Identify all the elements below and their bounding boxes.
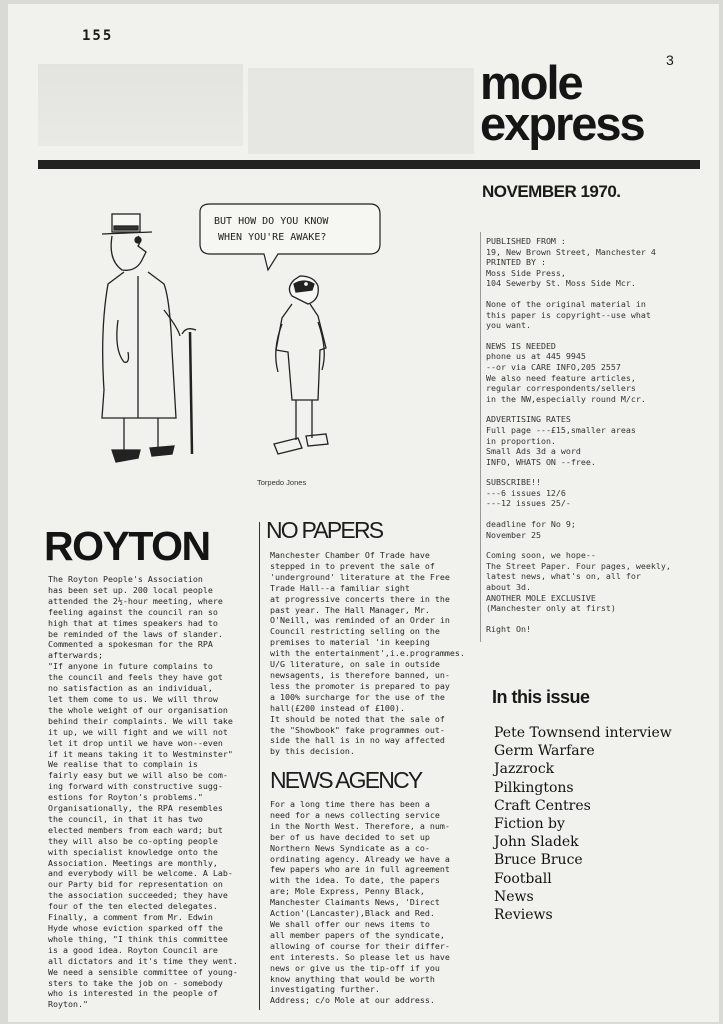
text-line: this paper is copyright--use what: [486, 309, 651, 320]
text-line: know anything that would be worth: [270, 973, 435, 984]
text-line: Full page ---£15,smaller areas: [486, 424, 636, 435]
text-line: less the promoter is prepared to pay: [270, 680, 450, 691]
in-this-issue-list: [494, 724, 672, 924]
text-line: news or give us the tip-off if you: [270, 962, 440, 973]
text-line: November 25: [486, 529, 541, 540]
text-line: the whole weight of our organisation: [48, 704, 228, 715]
text-line: latest news, what's on, all for: [486, 571, 641, 582]
text-line: John Sladek: [494, 834, 579, 851]
text-line: U/G literature, on sale in outside: [270, 659, 440, 670]
speech-line-2: WHEN YOU'RE AWAKE?: [218, 232, 327, 243]
text-line: past year. The Hall Manager, Mr.: [270, 604, 430, 615]
text-line: The Royton People's Association: [48, 574, 203, 584]
text-line: 'underground' literature at the Free: [270, 571, 450, 582]
text-line: is a good idea. Royton Council are: [48, 944, 218, 955]
text-line: estions for Royton's problems.": [48, 792, 203, 803]
text-line: the "Showbook" fake programmes out-: [270, 724, 445, 735]
cartoon-illustration: [78, 200, 398, 480]
text-line: None of the original material in: [486, 298, 646, 309]
text-line: Craft Centres: [494, 797, 591, 814]
text-line: few papers who are in full agreement: [270, 864, 450, 875]
text-line: the council, in that it has two: [48, 813, 203, 824]
text-line: Address; c/o Mole at our address.: [270, 995, 435, 1006]
text-line: they will also be co-opting people: [48, 835, 218, 846]
text-line: INFO, WHATS ON --free.: [486, 456, 596, 467]
text-line: We shall offer our news items to: [270, 918, 430, 929]
deadline-block: [486, 519, 706, 540]
text-line: (Manchester only at first): [486, 603, 616, 614]
text-line: all dictators and it's time they went.: [48, 955, 238, 966]
text-line: PUBLISHED FROM :: [486, 236, 566, 246]
newspaper-page: [8, 4, 719, 1022]
text-line: it up, we will fight and we will not: [48, 726, 228, 737]
text-line: by this decision.: [270, 746, 355, 757]
masthead-line-1: mole: [480, 56, 582, 109]
text-line: PRINTED BY :: [486, 257, 546, 268]
text-line: in the NW,especially round M/cr.: [486, 393, 646, 404]
text-line: The Street Paper. Four pages, weekly,: [486, 560, 671, 571]
text-line: Organisationally, the RPA resembles: [48, 803, 223, 814]
right-on-block: [486, 624, 706, 635]
text-line: hall(£200 instead of £100).: [270, 702, 405, 713]
text-line: Manchester Claimants News, 'Direct: [270, 897, 440, 908]
subscribe-block: [486, 477, 706, 509]
text-line: premises to material 'in keeping: [270, 637, 430, 648]
text-line: let them come to us. We will throw: [48, 693, 218, 704]
text-line: ent interests. So please let us have: [270, 951, 450, 962]
news-agency-article: [270, 799, 480, 1006]
text-line: Football: [494, 870, 552, 887]
text-line: no satisfaction as an individual,: [48, 683, 213, 694]
text-line: be reminded of the laws of slander.: [48, 628, 223, 639]
text-line: in the North West. Therefore, a num-: [270, 820, 450, 831]
show-through-ghost-box: [248, 68, 474, 154]
text-line: ADVERTISING RATES: [486, 414, 571, 425]
coming-soon-block: [486, 550, 706, 614]
text-line: Coming soon, we hope--: [486, 550, 596, 561]
text-line: with specialist knowledge onto the: [48, 846, 218, 857]
text-line: the council and feels they have got: [48, 672, 223, 683]
text-line: Germ Warfare: [494, 743, 595, 760]
text-line: Council restricting selling on the: [270, 626, 440, 637]
royton-headline: ROYTON: [44, 523, 210, 569]
text-line: --or via CARE INFO,205 2557: [486, 361, 621, 372]
text-line: 104 Sewerby St. Moss Side Mcr.: [486, 278, 636, 289]
text-line: afterwards;: [48, 650, 103, 661]
text-line: feeling against the council ran so: [48, 606, 218, 617]
speech-line-1: BUT HOW DO YOU KNOW: [214, 216, 329, 227]
text-line: side the hall is in no way affected: [270, 735, 445, 746]
text-line: elected members from each ward; but: [48, 824, 223, 835]
text-line: Action'(Lancaster),Black and Red.: [270, 908, 435, 919]
text-line: if it means taking it to Westminster": [48, 748, 233, 759]
text-line: a 100% surcharge for the use of the: [270, 691, 445, 702]
text-line: Royton.": [48, 999, 88, 1010]
copyright-block: [486, 299, 706, 331]
text-line: stepped in to prevent the sale of: [270, 560, 435, 571]
publication-info: [486, 236, 706, 644]
text-line: Hyde whose eviction sparked off the: [48, 923, 223, 933]
text-line: four of the ten elected delegates.: [48, 901, 218, 912]
text-line: ordinating agency. Already we have a: [270, 853, 450, 864]
text-line: NEWS IS NEEDED: [486, 340, 556, 351]
text-line: News: [494, 888, 534, 905]
text-line: our Party bid for representation on: [48, 879, 223, 890]
speech-bubble: [200, 204, 380, 270]
text-line: all member papers of the syndicate,: [270, 929, 445, 940]
text-line: high that at times speakers had to: [48, 617, 218, 628]
text-line: who is interested in the people of: [48, 988, 218, 999]
header-rule: [38, 160, 700, 169]
text-line: We also need feature articles,: [486, 372, 636, 383]
column-divider-right: [480, 232, 481, 642]
text-line: We realise that to complain is: [48, 759, 198, 770]
text-line: Small Ads 3d a word: [486, 446, 581, 457]
text-line: Right On!: [486, 623, 531, 634]
torpedo-jones-figure: [274, 276, 328, 454]
text-line: Jazzrock: [494, 761, 555, 778]
text-line: let it drop until we have won--even: [48, 737, 223, 748]
no-papers-article: [270, 550, 480, 757]
text-line: allowing of course for their differ-: [270, 940, 450, 951]
text-line: you want.: [486, 320, 531, 331]
text-line: ing forward with constructive sugg-: [48, 781, 223, 792]
text-line: newsagents, is therefore banned, un-: [270, 669, 450, 680]
text-line: ANOTHER MOLE EXCLUSIVE: [486, 592, 596, 603]
text-line: It should be noted that the sale of: [270, 713, 445, 724]
text-line: sters to take the job on - somebody: [48, 977, 223, 988]
text-line: deadline for No 9;: [486, 519, 576, 530]
text-line: behind their complaints. We will take: [48, 715, 233, 726]
issue-date: NOVEMBER 1970.: [482, 182, 621, 201]
text-line: with the idea. To date, the papers: [270, 875, 440, 886]
text-line: We need a sensible committee of young-: [48, 966, 238, 977]
text-line: Pete Townsend interview: [494, 725, 672, 741]
text-line: Fiction by: [494, 816, 565, 833]
text-line: fairly easy but we will also be com-: [48, 770, 228, 781]
text-line: Finally, a comment from Mr. Edwin: [48, 912, 213, 923]
no-papers-headline: NO PAPERS: [266, 517, 383, 543]
masthead: [480, 56, 644, 150]
in-this-issue-title: In this issue: [492, 687, 590, 707]
text-line: Pilkingtons: [494, 779, 574, 796]
text-line: ---12 issues 25/-: [486, 498, 571, 509]
text-line: at progressive concerts there in the: [270, 593, 450, 604]
text-line: Northern News Syndicate as a co-: [270, 842, 430, 853]
text-line: For a long time there has been a: [270, 799, 430, 809]
page-number: 155: [82, 28, 114, 44]
old-man-figure: [102, 214, 196, 462]
text-line: Commented a spokesman for the RPA: [48, 639, 213, 650]
text-line: ber of us have decided to set up: [270, 831, 430, 842]
page-number-right: 3: [666, 52, 674, 68]
news-agency-headline: NEWS AGENCY: [270, 767, 422, 793]
royton-article: [48, 574, 258, 1010]
news-needed-block: [486, 341, 706, 405]
text-line: need for a news collecting service: [270, 809, 440, 820]
text-line: Reviews: [494, 907, 553, 924]
advertising-block: [486, 414, 706, 467]
text-line: 19, New Brown Street, Manchester 4: [486, 246, 656, 257]
cartoon-caption: Torpedo Jones: [257, 478, 307, 487]
text-line: are; Mole Express, Penny Black,: [270, 886, 425, 897]
text-line: the association succeeded; they have: [48, 890, 228, 901]
text-line: ---6 issues 12/6: [486, 487, 566, 498]
text-line: about 3d.: [486, 582, 531, 593]
text-line: and everybody will be welcome. A Lab-: [48, 868, 233, 879]
column-divider: [259, 522, 260, 1010]
text-line: in proportion.: [486, 435, 556, 446]
text-line: Association. Meetings are monthly,: [48, 857, 218, 868]
text-line: with the entertainment',i.e.programmes.: [270, 648, 465, 659]
text-line: O'Neill, was reminded of an Order in: [270, 615, 450, 626]
text-line: Moss Side Press,: [486, 267, 566, 278]
text-line: investigating further.: [270, 984, 380, 995]
show-through-ghost: [38, 64, 243, 146]
text-line: whole thing, "I think this committee: [48, 933, 228, 944]
text-line: Bruce Bruce: [494, 852, 583, 869]
text-line: SUBSCRIBE!!: [486, 477, 541, 488]
text-line: "If anyone in future complains to: [48, 661, 213, 672]
text-line: attended the 2½-hour meeting, where: [48, 595, 223, 606]
masthead-line-2: express: [480, 97, 644, 150]
text-line: Manchester Chamber Of Trade have: [270, 550, 430, 560]
text-line: regular correspondents/sellers: [486, 383, 636, 394]
text-line: phone us at 445 9945: [486, 351, 586, 362]
published-block: [486, 236, 706, 289]
text-line: has been set up. 200 local people: [48, 584, 213, 595]
text-line: Trade Hall--a familiar sight: [270, 582, 410, 593]
